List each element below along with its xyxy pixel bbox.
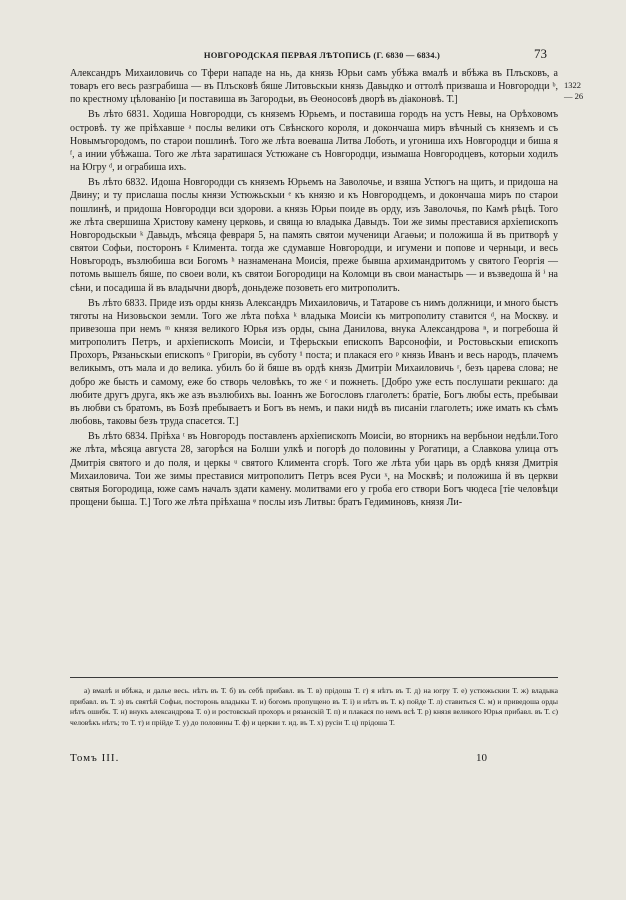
footnotes: [70, 686, 558, 728]
paragraph: Въ лѣто 6834. Пріѣха ᵗ въ Новгородъ поставленъ архіепископъ Моисіи, во вторникъ на вербьнои недѣли.Того же лѣта, мѣсяца августа 28, загорѣся на Болши улкѣ и погорѣ до половины у Рогатици, а Славкова улица отъ Дмитрія святого и до поля, и церкы ᵘ святого Климента сгорѣ. Того же лѣта уби царь въ ордѣ князя Дмитрія Михаиловича. Тои же зимы преставися митрополитъ Петръ всея Руси ˣ, на Москвѣ; и положиша й въ церкви святыя Богородица, юже самъ началъ здати камену. молитвами его у гроба его створи Богъ чюдеса [тіе человѣци прощени быша. Т.] Того же лѣта пріѣхаша ᵠ послы изъ Литвы: братъ Гедиминовъ, князя Ли-: [70, 431, 558, 508]
signature-mark: 10: [476, 752, 487, 764]
running-title: НОВГОРОДСКАЯ ПЕРВАЯ ЛѢТОПИСЬ (Г. 6830 — 6834.): [203, 50, 441, 60]
paragraph: Александръ Михаиловичь со Тфери нападе на нь, да князь Юрьи самъ убѣжа вмалѣ и вбѣжа въ Плъсковъ, а товаръ его весь разграбиша — въ Плъсковѣ бяше Литовьскыи князь Давыдко и оттолѣ призваша и Новгородци ᵇ, по крестному цѣлованію [и поставиша въ Загородьи, въ Өеоносовѣ дворѣ въ діаконовѣ. Т.]: [70, 68, 558, 106]
chronicle-text: [70, 67, 558, 511]
margin-year: 1322: [564, 80, 581, 90]
footnote-divider: [70, 677, 558, 678]
footnote-text: а) вмалѣ и вбѣжа, и далье весь. нѣтъ въ Т. б) въ себѣ прибавл. въ Т. в) прідоша Т. г) я нѣтъ въ Т. д) на югру Т. е) устюжьскии Т. ж) владыка прибавл. въ Т. з) въ святѣй Софьи, посторонь владыкы Т. и) богомъ пропущено въ Т. і) и нѣтъ въ Т. к) пойде Т. л) ставиться С. м) и приведоша орды нѣтъ ошибк. Т. н) внукъ александрова Т. о) и ростовскый прохоръ и рязанскій Т. п) и плакася по немъ всѣ Т. р) князя великого Юрья прибавл. въ Т. с) человѣкъ нѣтъ; то Т. т) и прійде Т. у) до половины Т. ф) и церкви т. ид. въ Т. х) русіи Т. ц) прідоша Т.: [70, 686, 558, 727]
paragraph: Въ лѣто 6833. Приде изъ орды князь Александръ Михаиловичь, и Татарове съ нимъ должници, и много быстъ тяготы на Низовьскои земли. Того же лѣта поѣха ᵏ владыка Моисіи къ митрополиту ставится ᵈ, на Москву. и привезоша при немъ ᵐ князя великого Юрья изъ орды, сына Даниловa, внука Александрова ⁿ, и погребоша й митрополитъ Петръ, и архіепископъ Моисіи, и Тферьскыи епископъ Варсонофіи, и Ростовьскыи епископъ Прохоръ, Рязаньскыи епископъ ᵒ Григоріи, въ суботу ¹ поста; и плакася его ᵖ князь Иванъ и весь народъ, плачемъ великымъ, отъ мала и до велика. убилъ бо й бяше въ ордѣ князь Дмитріи Михаиловичь ʳ, безъ царева слова; не добро же бысть и самому, еже бо створь человѣкъ, то же ᶜ и пожнеть. [Добро уже есть послушати рекшаго: да любите другъ друга, якъ же азъ възлюбихъ вы. Іоаннъ же Богословъ глаголетъ: братіе, Богъ любы есть, пребываи въ любви съ братомъ, въ Бозѣ пребываетъ и Богъ въ немъ, и паки нидѣ въ писаніи глаголеть; иже имать къ сѣмъ любовь, таковы безъ труда спасется. Т.]: [70, 297, 558, 428]
paragraph: Въ лѣто 6831. Ходиша Новгородци, съ княземъ Юрьемъ, и поставиша городъ на устъ Невы, на Орѣховомъ островѣ. ту же пріѣхавше ᵃ послы велики отъ Свѣнского короля, и докончаша миръ вѣчный съ княземъ и съ Новымъгородомъ, по старои пошлинѣ. Того же лѣта воеваша Литва Лоботь, и угониша ихъ Новгородци и биша я ᶠ, а инии убѣжаша. Того же лѣта заратишася Устюжане съ Новгородци, изымаша Новгородцевъ, которыи ходилъ на Югру ᵈ, и ограбиша ихъ.: [70, 109, 558, 174]
page-footer: [70, 752, 558, 766]
page-number: 73: [534, 46, 547, 61]
margin-year-range: — 26: [564, 91, 584, 101]
volume-label: Томъ III.: [70, 752, 120, 764]
paragraph: Въ лѣто 6832. Идоша Новгородци съ княземъ Юрьемъ на Заволочье, и взяша Устюгъ на щитъ, и придоша на Двину; и ту прислаша послы князи Устюжьскыи ᵉ къ князю и къ Новгородцемъ, и докончаша миръ по старои пошлинѣ, и придоша Новгородци вси здорови. а князь Юрьи поиде въ орду, изъ Заволочья, по Камѣ рѣцѣ. Того же лѣта свершиша Христову камену церковь, и свяща ю владыка Давыдъ. Тои же зимы преставися архіепископъ Новгородьскыи ᵏ Давыдъ, мѣсяца февраря 5, на память святои мученици Агаөьи; и положиша й въ притворѣ у святои Софьи, посторонъ ᵍ Климента. тогда же сдумавше Новгородци, и игумени и попове и черньци, и весь Новъгородъ, възлюбиша вси Богомъ ʰ назнаменана Моисія, преже бывша архимандритомъ у святого Георгія — потомь вышелъ бяше, по своеи воли, къ святои Богородици на Коломци въ свои манастырь — и възведоша й ⁱ на сѣни, и посадиша й въ владычни дворѣ, доньдеже позоветь его митрополитъ.: [70, 177, 558, 294]
